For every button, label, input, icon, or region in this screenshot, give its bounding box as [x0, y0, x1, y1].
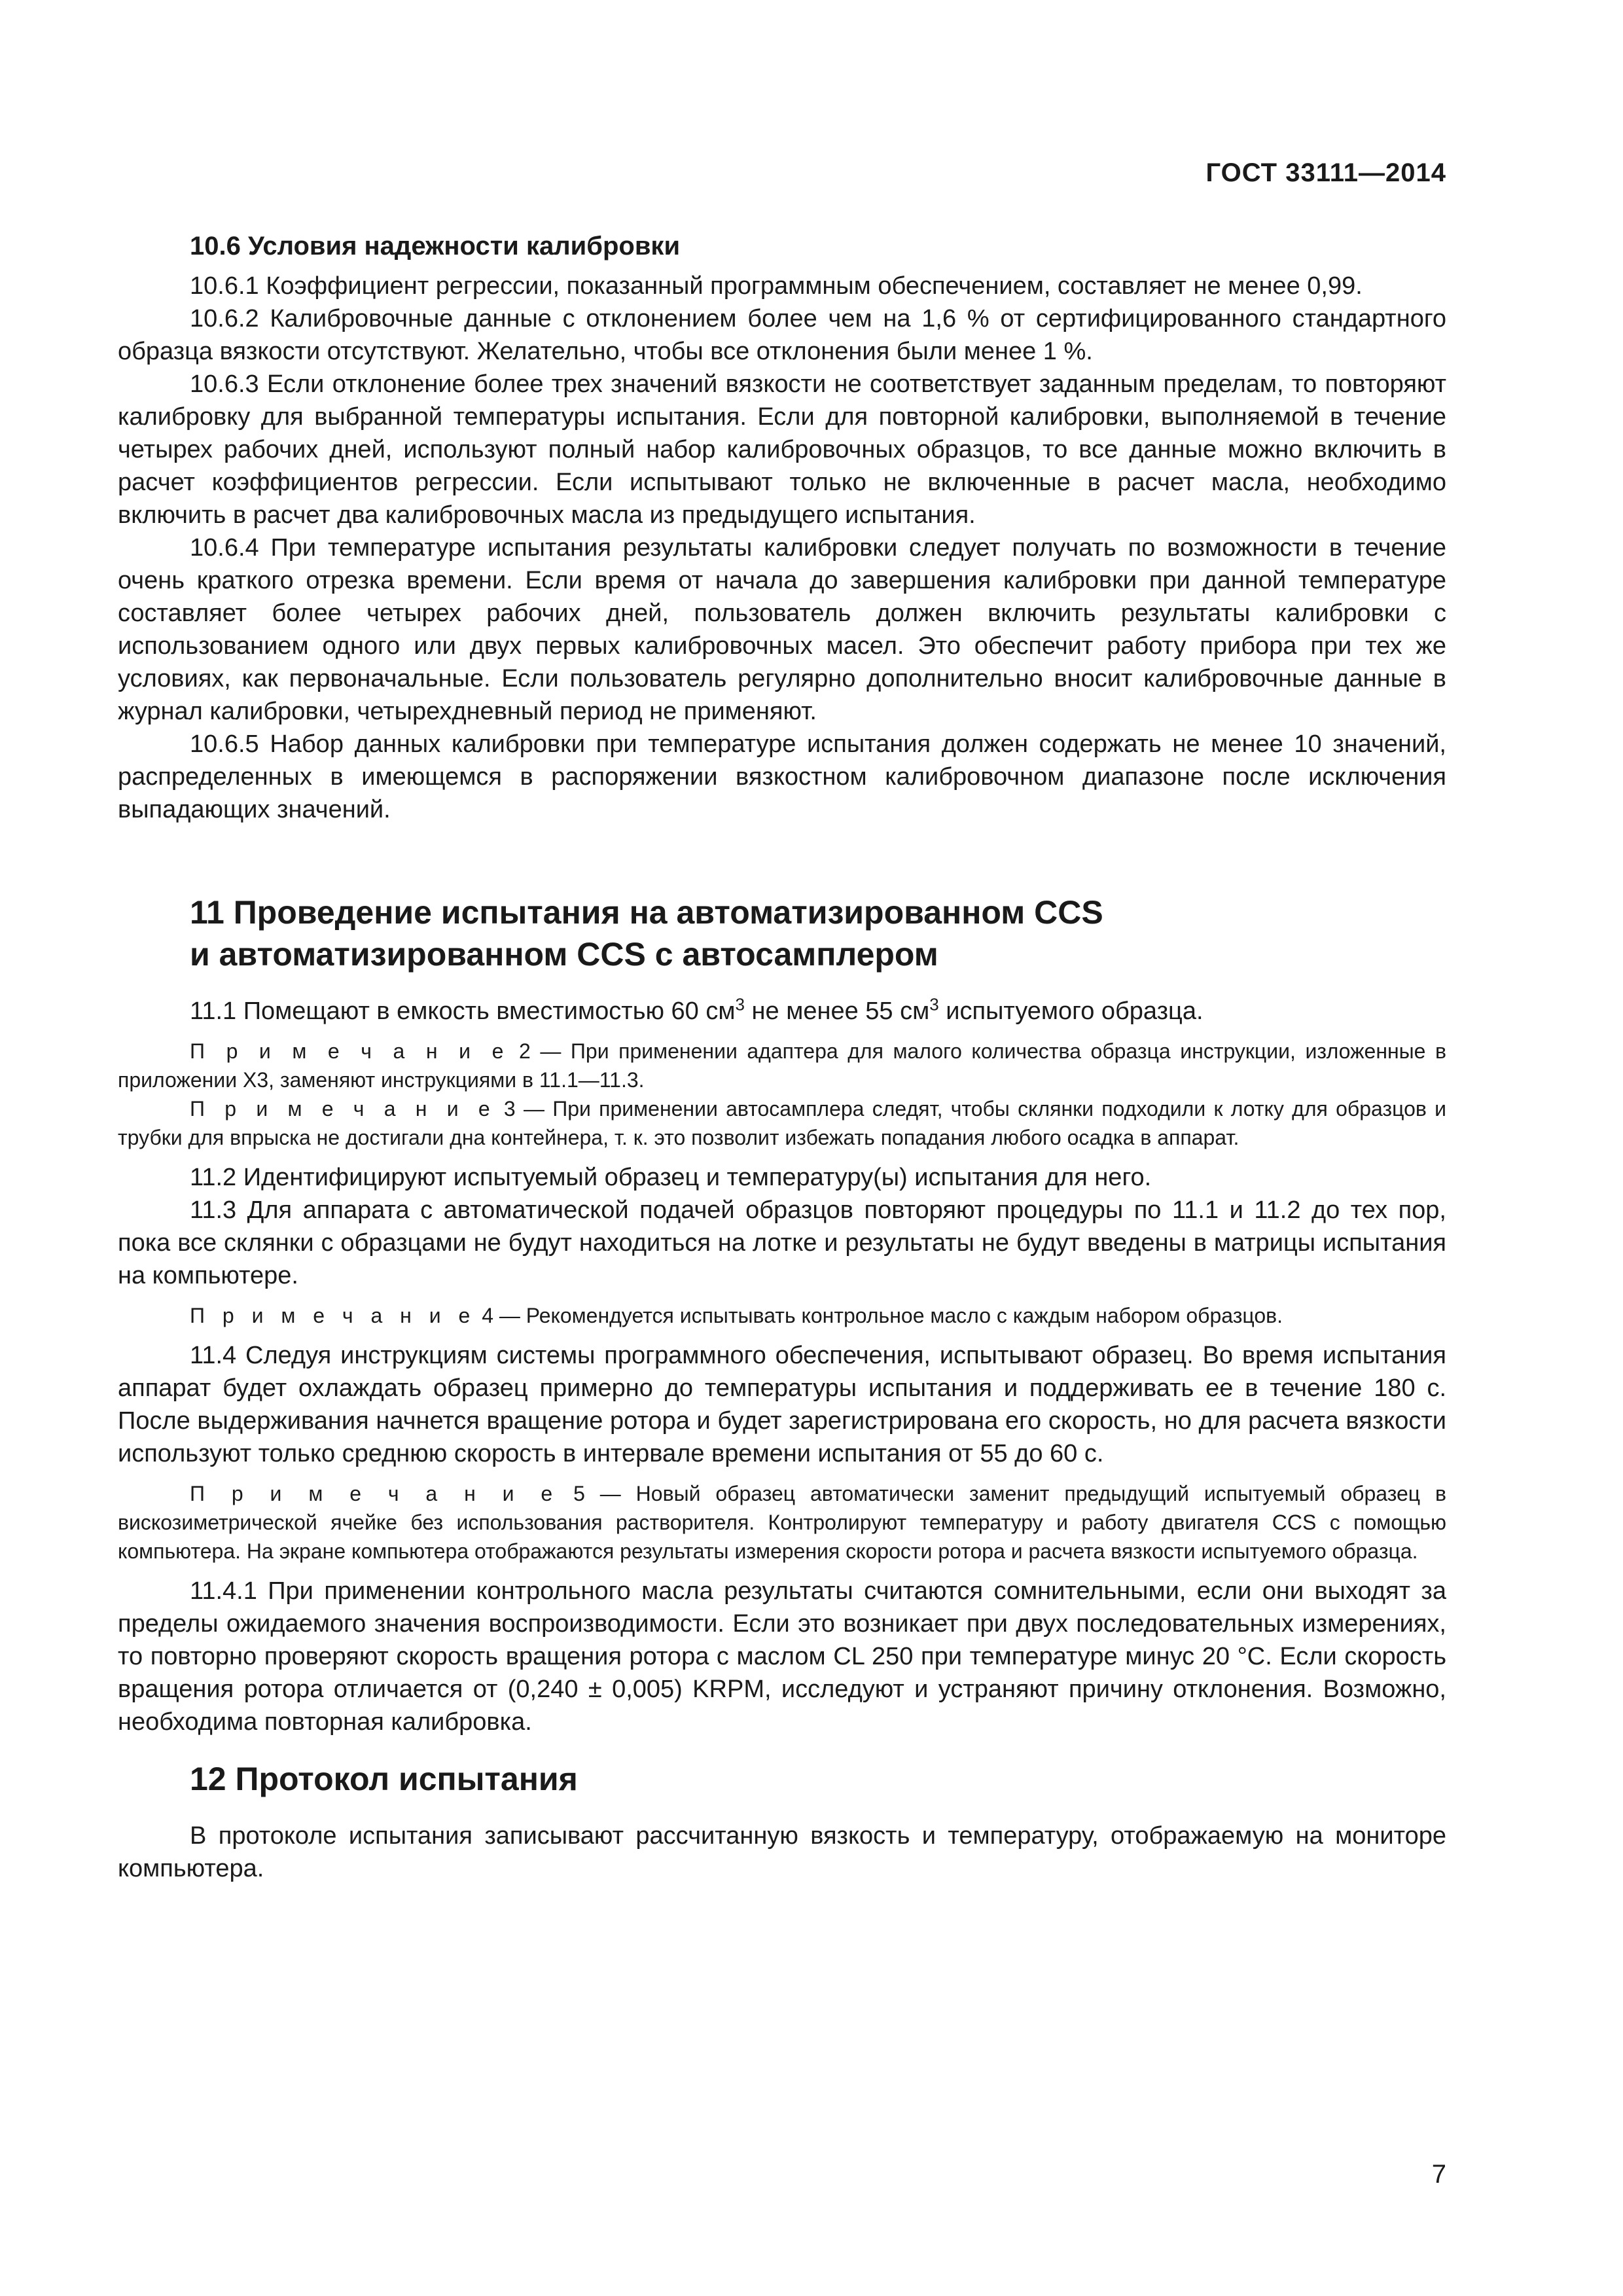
note-3-text: 3 — При применении автосамплера следят, чтобы склянки подходили к лотку для образцов и трубки для впрыска не достигали дна контейнера, т. к. это позволит избежать попадания любого осадка в аппарат. [118, 1097, 1447, 1149]
note-2 [118, 1037, 1446, 1094]
paragraph-11-1 [118, 995, 1446, 1028]
paragraph-11-3: 11.3 Для аппарата с автоматической подачей образцов повторяют процедуры по 11.1 и 11.2 до тех пор, пока все склянки с образцами не будут находиться на лотке и результаты не будут введены в матрицы испытания на компьютере. [118, 1196, 1446, 1289]
note-label: П р и м е ч а н и е [190, 1482, 559, 1505]
note-5-text: 5 — Новый образец автоматически заменит предыдущий испытуемый образец в вискозиметрической ячейке без использования растворителя. Контролируют температуру и работу двигателя CCS с помощью компьютера. На экране компьютера отображаются результаты измерения скорости ротора и расчета вязкости испытуемого образца. [118, 1482, 1447, 1563]
paragraph-11-4-1: 11.4.1 При применении контрольного масла результаты считаются сомнительными, если они выходят за пределы ожидаемого значения воспроизводимости. Если это возникает при двух последовательных измерениях, то повторно проверяют скорость вращения ротора с маслом CL 250 при температуре минус 20 °С. Если скорость вращения ротора отличается от (0,240 ± 0,005) KRPM, исследуют и устраняют причину отклонения. Возможно, необходима повторная калибровка. [118, 1577, 1446, 1736]
superscript-3: 3 [735, 994, 745, 1014]
note-3 [118, 1094, 1446, 1152]
page-number: 7 [1431, 2160, 1446, 2189]
paragraph-10-6-1: 10.6.1 Коэффициент регрессии, показанный программным обеспечением, составляет не менее 0,99. [190, 272, 1363, 300]
note-label: П р и м е ч а н и е [190, 1039, 510, 1063]
section-heading-12: 12 Протокол испытания [190, 1761, 578, 1797]
subsection-heading-10-6: 10.6 Условия надежности калибровки [190, 232, 681, 260]
paragraph-10-6-4: 10.6.4 При температуре испытания результаты калибровки следует получать по возможности в течение очень краткого отрезка времени. Если время от начала до завершения калибровки при данной температуре составляет более четырех рабочих дней, пользователь должен включить результаты калибровки с использованием одного или двух первых калибровочных масел. Это обеспечит работу прибора при тех же условиях, как первоначальные. Если пользователь регулярно дополнительно вносит калибровочные данные в журнал калибровки, четырехдневный период не применяют. [118, 534, 1446, 725]
paragraph-11-4: 11.4 Следуя инструкциям системы программного обеспечения, испытывают образец. Во время испытания аппарат будет охлаждать образец примерно до температуры испытания и поддерживать ее в течение 180 с. После выдерживания начнется вращение ротора и будет зарегистрирована его скорость, но для расчета вязкости используют только среднюю скорость в интервале времени испытания от 55 до 60 с. [118, 1342, 1446, 1467]
note-4 [118, 1301, 1446, 1330]
paragraph-11-2: 11.2 Идентифицируют испытуемый образец и температуру(ы) испытания для него. [190, 1164, 1152, 1191]
paragraph-11-1-part3: испытуемого образца. [938, 997, 1204, 1025]
note-2-text: 2 — При применении адаптера для малого количества образца инструкции, изложенные в приложении X3, заменяют инструкциями в 11.1—11.3. [118, 1039, 1447, 1092]
standard-designation: ГОСТ 33111—2014 [1205, 158, 1446, 187]
paragraph-10-6-3: 10.6.3 Если отклонение более трех значений вязкости не соответствует заданным пределам, то повторяют калибровку для выбранной температуры испытания. Если для повторной калибровки, выполняемой в течение четырех рабочих дней, используют полный набор калибровочных образцов, то все данные можно включить в расчет коэффициентов регрессии. Если испытывают только не включенные в расчет масла, необходимо включить в расчет два калибровочных масла из предыдущего испытания. [118, 370, 1446, 529]
paragraph-10-6-2: 10.6.2 Калибровочные данные с отклонением более чем на 1,6 % от сертифицированного стандартного образца вязкости отсутствуют. Желательно, чтобы все отклонения были менее 1 %. [118, 305, 1446, 365]
superscript-3: 3 [929, 994, 939, 1014]
note-label: П р и м е ч а н и е [190, 1304, 476, 1327]
section-heading-11 [118, 891, 1446, 975]
paragraph-12: В протоколе испытания записывают рассчитанную вязкость и температуру, отображаемую на мониторе компьютера. [118, 1822, 1446, 1882]
paragraph-11-1-part1: 11.1 Помещают в емкость вместимостью 60 см [190, 997, 736, 1025]
note-4-text: 4 — Рекомендуется испытывать контрольное масло с каждым набором образцов. [482, 1304, 1283, 1327]
page-content [118, 229, 1446, 1885]
paragraph-10-6-5: 10.6.5 Набор данных калибровки при температуре испытания должен содержать не менее 10 значений, распределенных в имеющемся в распоряжении вязкостном калибровочном диапазоне после исключения выпадающих значений. [118, 730, 1446, 823]
note-label: П р и м е ч а н и е [190, 1097, 496, 1121]
section-heading-11-line1: 11 Проведение испытания на автоматизированном CCS [190, 894, 1103, 931]
paragraph-11-1-part2: не менее 55 см [744, 997, 930, 1025]
note-5 [118, 1479, 1446, 1566]
section-heading-11-line2: и автоматизированном CCS с автосамплером [190, 936, 938, 973]
